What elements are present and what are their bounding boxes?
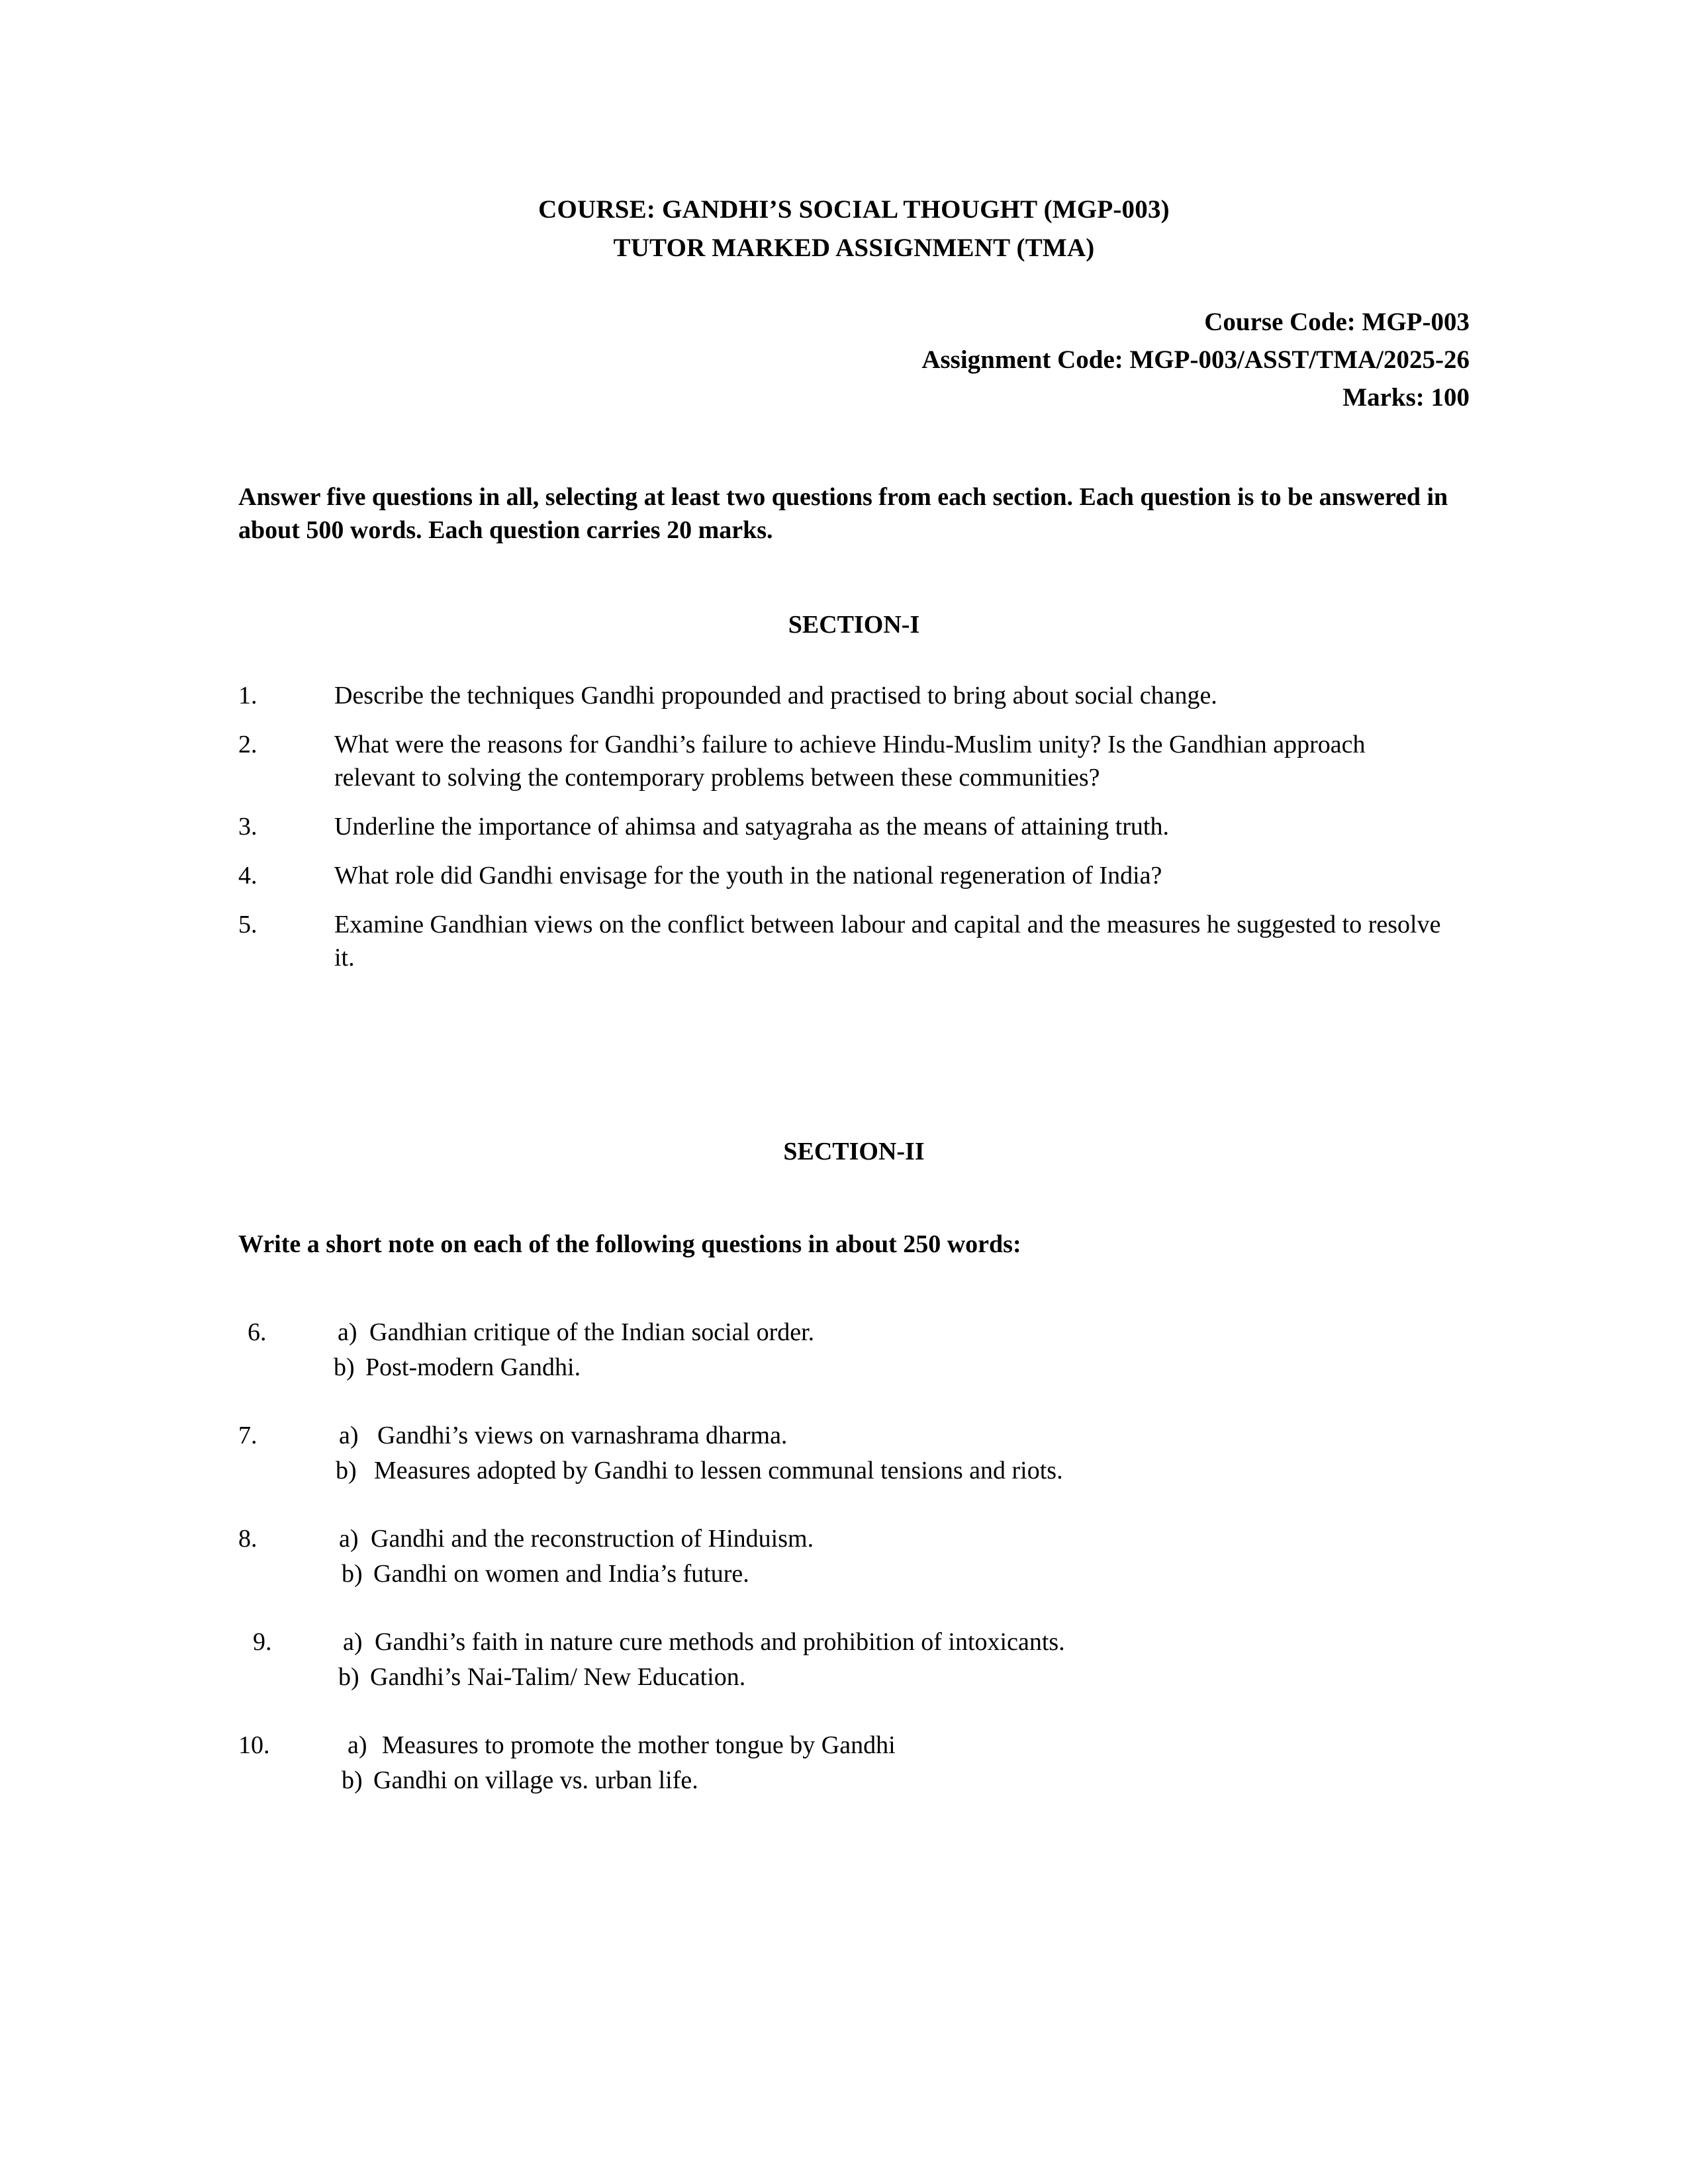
question-subparts [339, 1522, 1450, 1592]
question-item [238, 728, 1450, 794]
subquestion-text: Gandhi’s Nai-Talim/ New Education. [370, 1663, 746, 1691]
question-item [238, 908, 1450, 974]
question-number: 5. [238, 911, 258, 938]
question-item [238, 1418, 1450, 1488]
subquestion-b [334, 1350, 1450, 1385]
subquestion-marker: b) [338, 1663, 359, 1691]
subquestion-a [338, 1315, 1450, 1350]
question-item [238, 1315, 1450, 1385]
question-subparts [336, 1418, 1450, 1488]
question-number: 10. [238, 1731, 270, 1759]
question-number: 6. [248, 1318, 267, 1346]
question-number: 3. [238, 813, 258, 841]
page-title-line-2: TUTOR MARKED ASSIGNMENT (TMA) [613, 234, 1095, 262]
subquestion-b [336, 1453, 1450, 1488]
subquestion-a [339, 1418, 1450, 1453]
question-text: Underline the importance of ahimsa and satyagraha as the means of attaining truth. [334, 813, 1169, 841]
question-item [238, 859, 1450, 892]
subquestion-a [348, 1728, 1450, 1763]
subquestion-a [339, 1522, 1450, 1557]
subquestion-marker: a) [339, 1422, 359, 1449]
question-number: 1. [238, 682, 258, 709]
question-item [238, 679, 1450, 712]
total-marks: Marks: 100 [1342, 383, 1470, 412]
subquestion-text: Gandhi and the reconstruction of Hinduism. [371, 1525, 814, 1553]
question-text: What role did Gandhi envisage for the youth in the national regeneration of India? [334, 862, 1162, 889]
subquestion-text: Gandhi on women and India’s future. [373, 1560, 749, 1588]
subquestion-marker: b) [336, 1457, 357, 1484]
question-item [238, 1522, 1450, 1592]
question-subparts [342, 1728, 1450, 1798]
subquestion-text: Measures to promote the mother tongue by Gandhi [382, 1731, 896, 1759]
question-item [238, 810, 1450, 843]
question-subparts [334, 1315, 1450, 1385]
question-number: 9. [253, 1628, 272, 1656]
course-code-block [238, 303, 1470, 416]
subquestion-marker: b) [334, 1353, 355, 1381]
course-code: Course Code: MGP-003 [1204, 308, 1470, 336]
assignment-code: Assignment Code: MGP-003/ASST/TMA/2025-26 [921, 345, 1470, 374]
question-number: 2. [238, 731, 258, 758]
section-1-heading: SECTION-I [788, 611, 920, 639]
general-instructions: Answer five questions in all, selecting at least two questions from each section. Each question is to be answered in about 500 words. Each question carries 20 marks. [238, 483, 1448, 544]
question-item [238, 1625, 1450, 1695]
subquestion-text: Measures adopted by Gandhi to lessen communal tensions and riots. [374, 1457, 1063, 1484]
question-text: Describe the techniques Gandhi propounded and practised to bring about social change. [334, 682, 1217, 709]
subquestion-marker: b) [342, 1560, 363, 1588]
section-2-heading: SECTION-II [783, 1138, 925, 1165]
question-text: Examine Gandhian views on the conflict between labour and capital and the measures he suggested to resolve it. [334, 911, 1441, 972]
question-text: What were the reasons for Gandhi’s failure to achieve Hindu-Muslim unity? Is the Gandhian approach relevant to solving the contemporary problems between these communities? [334, 731, 1366, 792]
subquestion-b [342, 1557, 1450, 1592]
section-2-question-list [238, 1315, 1450, 1831]
subquestion-text: Gandhi’s faith in nature cure methods and prohibition of intoxicants. [375, 1628, 1065, 1656]
subquestion-marker: a) [339, 1525, 359, 1553]
question-subparts [338, 1625, 1450, 1695]
question-number: 8. [238, 1525, 258, 1553]
section-1-question-list [238, 679, 1450, 990]
question-number: 7. [238, 1422, 258, 1449]
subquestion-b [338, 1660, 1450, 1695]
subquestion-b [342, 1763, 1450, 1798]
question-item [238, 1728, 1450, 1798]
page-title-line-1: COURSE: GANDHI’S SOCIAL THOUGHT (MGP-003) [538, 195, 1170, 224]
subquestion-marker: a) [348, 1731, 367, 1759]
section-2-instruction: Write a short note on each of the following questions in about 250 words: [238, 1230, 1021, 1258]
subquestion-marker: a) [343, 1628, 363, 1656]
subquestion-text: Post-modern Gandhi. [365, 1353, 581, 1381]
subquestion-text: Gandhian critique of the Indian social order. [369, 1318, 815, 1346]
subquestion-text: Gandhi on village vs. urban life. [373, 1766, 698, 1794]
question-number: 4. [238, 862, 258, 889]
subquestion-text: Gandhi’s views on varnashrama dharma. [377, 1422, 788, 1449]
subquestion-marker: a) [338, 1318, 357, 1346]
document-title-block [238, 191, 1470, 267]
subquestion-marker: b) [342, 1766, 363, 1794]
subquestion-a [343, 1625, 1450, 1660]
